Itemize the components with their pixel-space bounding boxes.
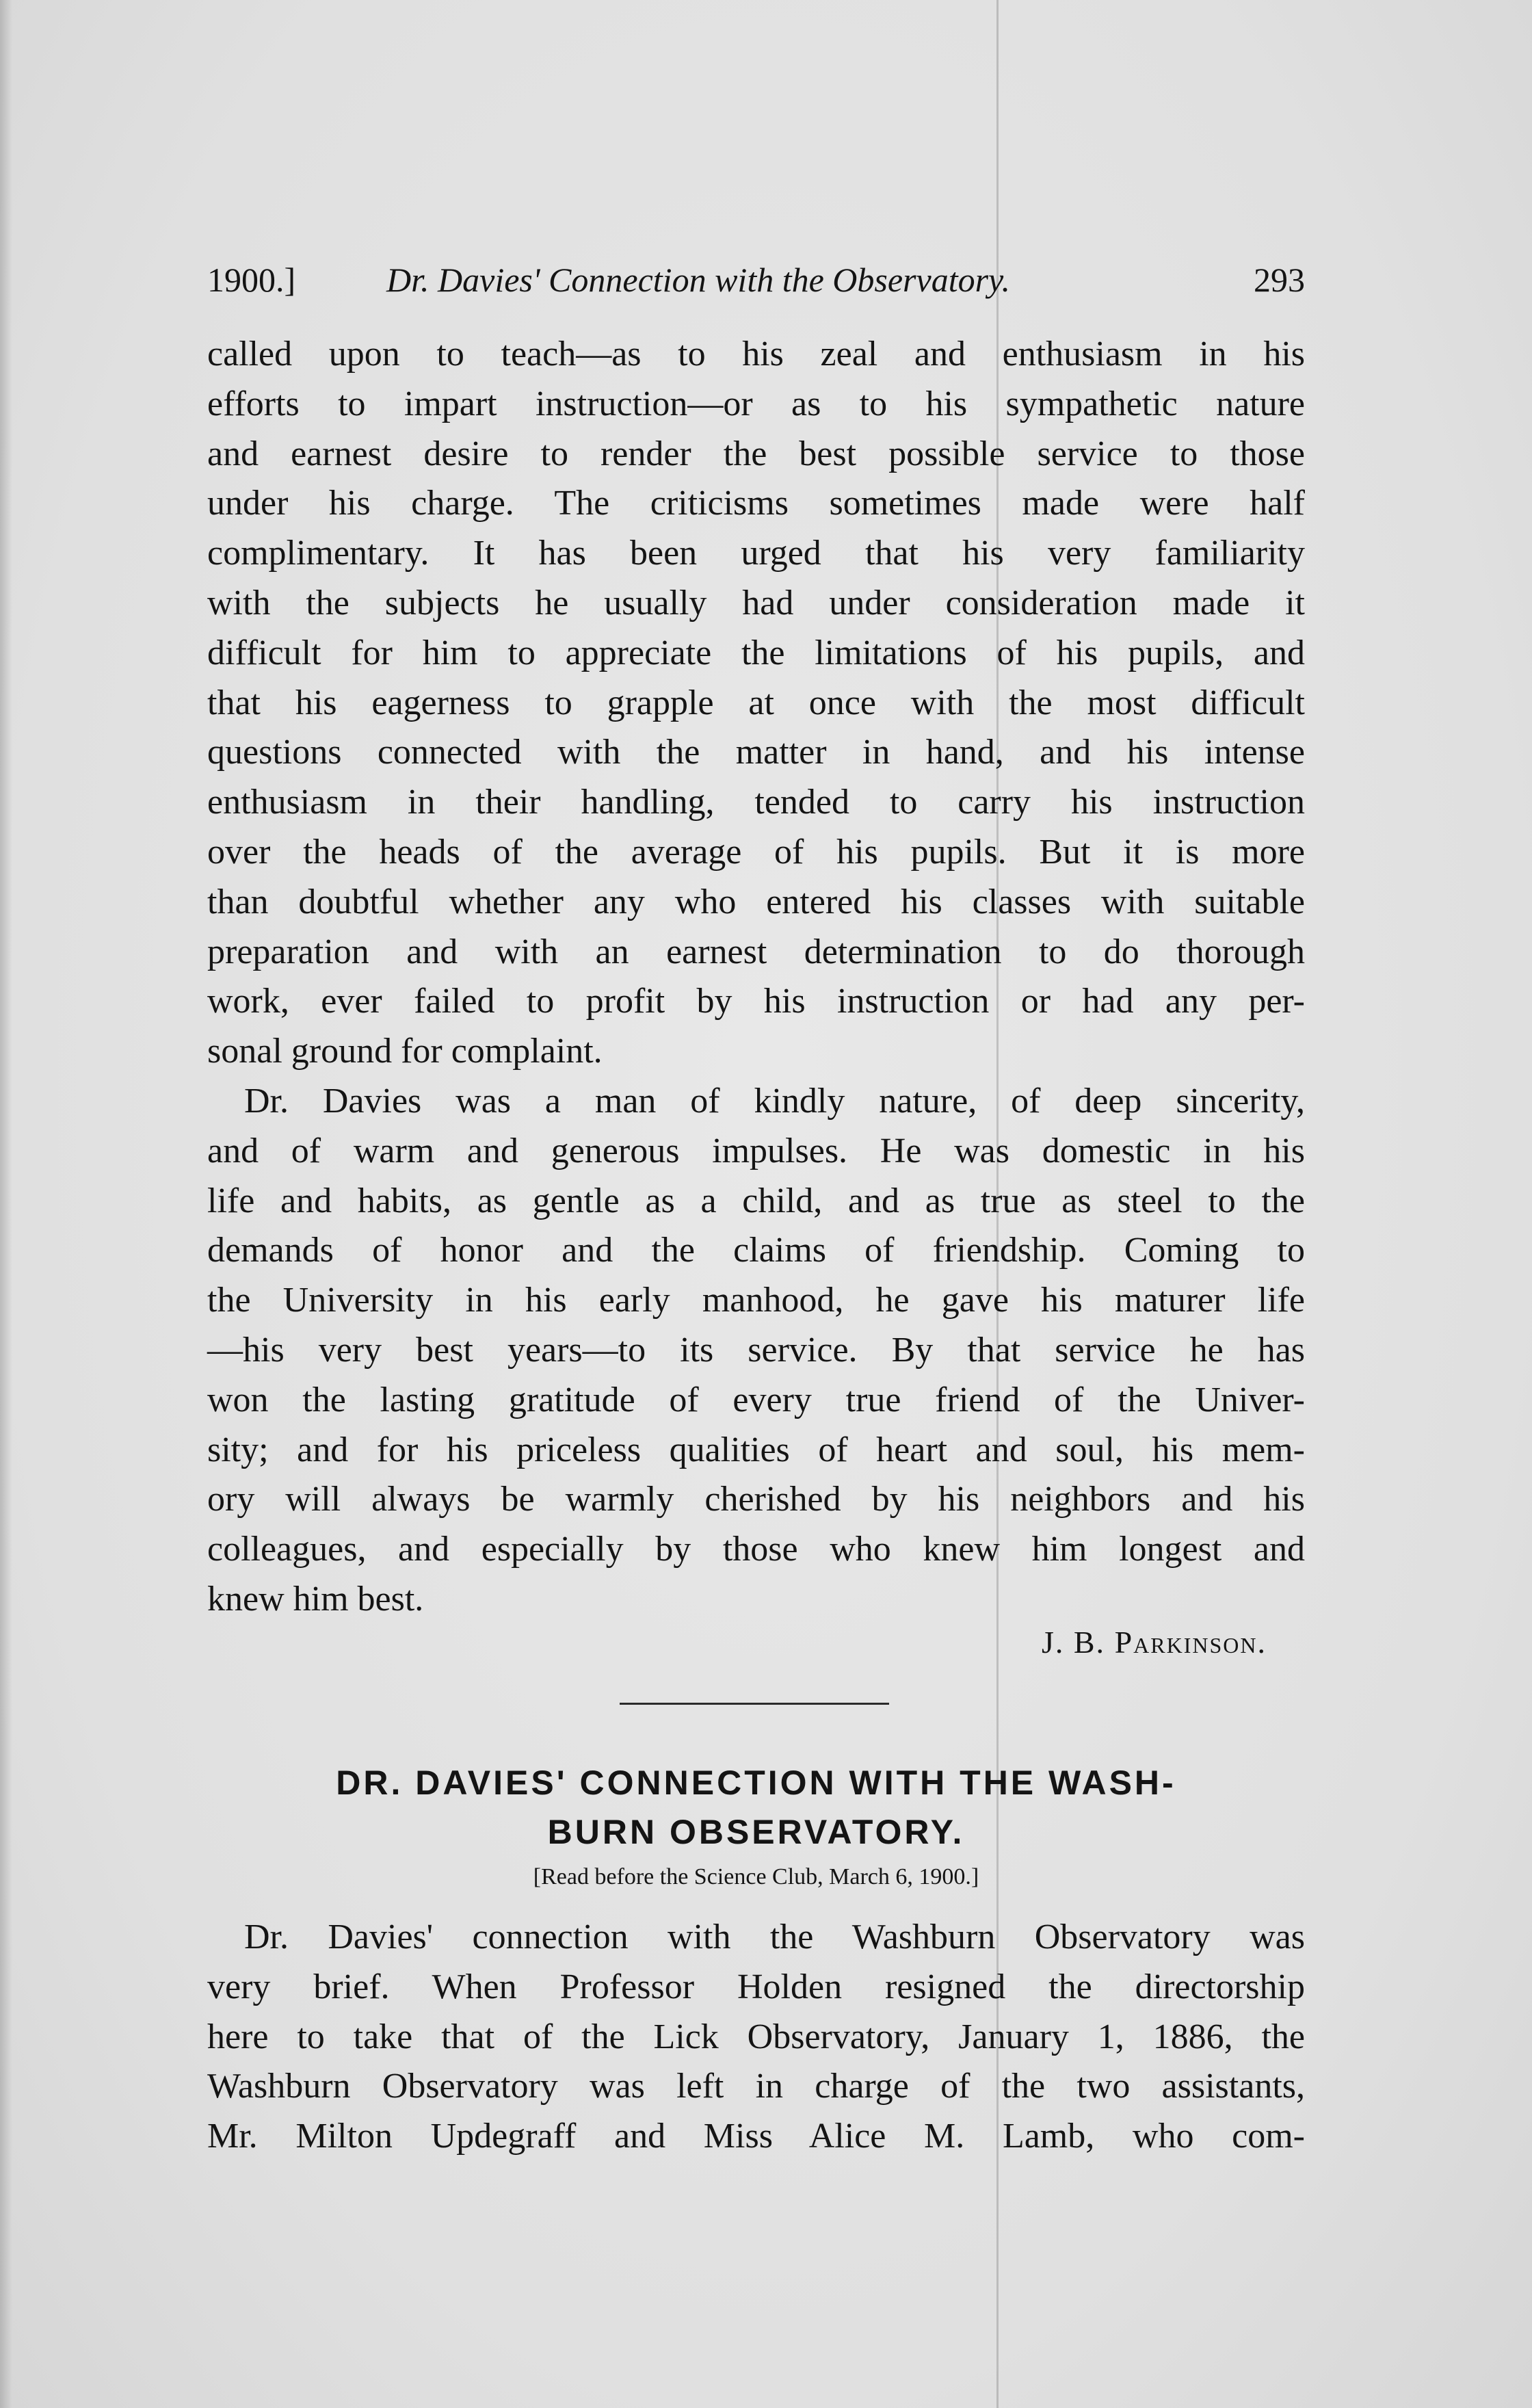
text-line: enthusiasm in their handling, tended to carry his instruction [207, 783, 1305, 822]
text-line: efforts to impart instruction—or as to his sympathetic nature [207, 384, 1305, 423]
text-line: life and habits, as gentle as a child, and as true as steel to the [207, 1181, 1305, 1220]
text-line: and of warm and generous impulses. He was domestic in his [207, 1131, 1305, 1170]
running-title: Dr. Davies' Connection with the Observatory. [386, 261, 1010, 299]
section-note: [Read before the Science Club, March 6, 1900.] [533, 1864, 979, 1889]
text-line: knew him best. [207, 1579, 424, 1619]
text-line: with the subjects he usually had under consideration made it [207, 583, 1305, 623]
text-line: questions connected with the matter in hand, and his intense [207, 733, 1305, 772]
text-line: preparation and with an earnest determination to do thorough [207, 932, 1305, 971]
running-header [207, 260, 1305, 301]
text-line: called upon to teach—as to his zeal and enthusiasm in his [207, 335, 1305, 374]
text-line: —his very best years—to its service. By that service he has [207, 1330, 1305, 1370]
text-line: colleagues, and especially by those who knew him longest and [207, 1530, 1305, 1569]
text-line: that his eagerness to grapple at once with the most difficult [207, 683, 1305, 722]
page-number: 293 [1254, 261, 1305, 299]
text-line: and earnest desire to render the best possible service to those [207, 434, 1305, 473]
text-line: here to take that of the Lick Observatory, January 1, 1886, the [207, 2017, 1305, 2056]
paragraph-tribute [207, 1077, 1305, 1625]
text-line: demands of honor and the claims of friendship. Coming to [207, 1231, 1305, 1270]
section-heading-line: BURN OBSERVATORY. [547, 1813, 965, 1851]
page-edge-shadow [0, 0, 12, 2408]
text-line: work, ever failed to profit by his instruction or had any per- [207, 982, 1305, 1021]
text-line: Washburn Observatory was left in charge of the two assistants, [207, 2067, 1305, 2106]
signature-initials: J. B. [1041, 1625, 1106, 1660]
section-heading-line: DR. DAVIES' CONNECTION WITH THE WASH- [336, 1764, 1176, 1802]
text-line: over the heads of the average of his pupils. But it is more [207, 832, 1305, 872]
text-line: under his charge. The criticisms sometimes made were half [207, 484, 1305, 523]
text-line: Mr. Milton Updegraff and Miss Alice M. Lamb, who com- [207, 2117, 1305, 2156]
text-line: ory will always be warmly cherished by his neighbors and his [207, 1480, 1305, 1519]
paragraph-continued [207, 330, 1305, 1077]
signature-surname: Parkinson. [1114, 1625, 1267, 1660]
section-divider [620, 1703, 889, 1705]
paragraph-observatory [207, 1913, 1305, 2162]
text-line: sity; and for his priceless qualities of heart and soul, his mem- [207, 1430, 1305, 1469]
header-year: 1900.] [207, 261, 296, 299]
text-line: difficult for him to appreciate the limitations of his pupils, and [207, 633, 1305, 672]
text-line: than doubtful whether any who entered his classes with suitable [207, 882, 1305, 921]
author-signature [1042, 1624, 1267, 1660]
text-line: Dr. Davies' connection with the Washburn Observatory was [244, 1918, 1305, 1956]
text-line: very brief. When Professor Holden resigned the directorship [207, 1967, 1305, 2006]
text-line: Dr. Davies was a man of kindly nature, of deep sincerity, [244, 1082, 1305, 1121]
text-line: won the lasting gratitude of every true friend of the Univer- [207, 1380, 1305, 1419]
text-line: the University in his early manhood, he gave his maturer life [207, 1281, 1305, 1320]
text-line: sonal ground for complaint. [207, 1032, 603, 1071]
text-line: complimentary. It has been urged that his very familiarity [207, 534, 1305, 573]
section-heading [207, 1758, 1305, 1857]
